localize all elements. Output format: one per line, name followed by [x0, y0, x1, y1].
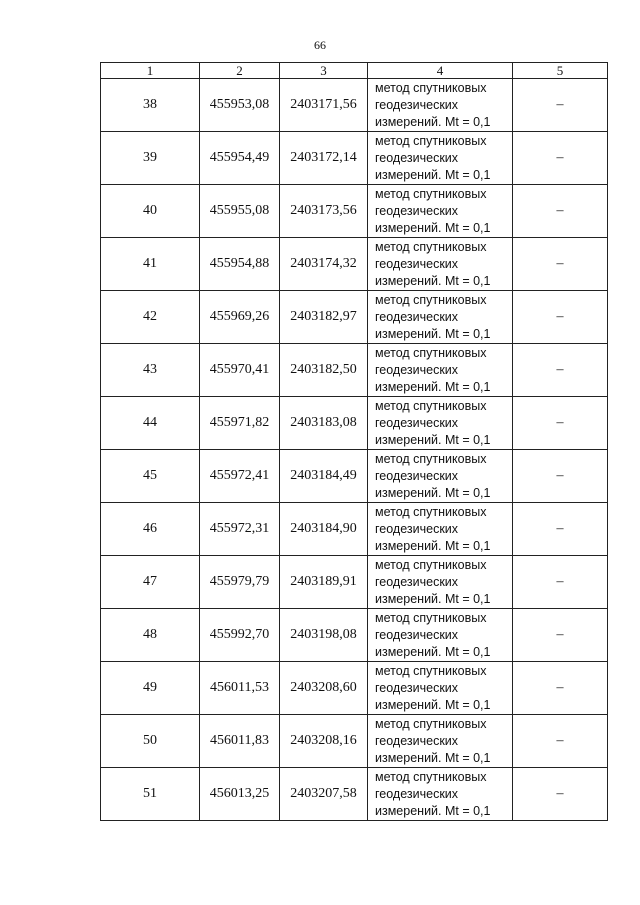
method-line: метод спутниковых — [375, 186, 487, 201]
method-line: метод спутниковых — [375, 80, 487, 95]
note-cell: – — [513, 132, 608, 185]
table-row — [101, 238, 608, 291]
method-cell — [368, 503, 513, 556]
point-number-cell: 38 — [101, 79, 200, 132]
point-number-cell: 50 — [101, 715, 200, 768]
column-header: 2 — [200, 63, 280, 79]
table-row — [101, 344, 608, 397]
note-cell: – — [513, 450, 608, 503]
method-line: измерений. Mt = 0,1 — [375, 379, 491, 394]
x-coordinate-cell: 455970,41 — [200, 344, 280, 397]
note-cell: – — [513, 768, 608, 821]
x-coordinate-cell: 455953,08 — [200, 79, 280, 132]
note-cell: – — [513, 238, 608, 291]
y-coordinate-cell: 2403198,08 — [280, 609, 368, 662]
method-line: измерений. Mt = 0,1 — [375, 432, 491, 447]
y-coordinate-cell: 2403184,90 — [280, 503, 368, 556]
x-coordinate-cell: 455972,31 — [200, 503, 280, 556]
method-line: геодезических — [375, 256, 459, 271]
method-line: измерений. Mt = 0,1 — [375, 326, 491, 341]
page-number: 66 — [314, 38, 326, 52]
method-line: геодезических — [375, 574, 459, 589]
table-row — [101, 715, 608, 768]
method-line: измерений. Mt = 0,1 — [375, 485, 491, 500]
point-number-cell: 39 — [101, 132, 200, 185]
y-coordinate-cell: 2403183,08 — [280, 397, 368, 450]
table-row — [101, 609, 608, 662]
column-header: 4 — [368, 63, 513, 79]
method-line: измерений. Mt = 0,1 — [375, 538, 491, 553]
method-line: геодезических — [375, 97, 459, 112]
method-line: метод спутниковых — [375, 769, 487, 784]
x-coordinate-cell: 455954,88 — [200, 238, 280, 291]
point-number-cell: 41 — [101, 238, 200, 291]
method-line: измерений. Mt = 0,1 — [375, 167, 491, 182]
method-line: измерений. Mt = 0,1 — [375, 803, 491, 818]
method-line: измерений. Mt = 0,1 — [375, 220, 491, 235]
method-line: метод спутниковых — [375, 398, 487, 413]
note-cell: – — [513, 344, 608, 397]
point-number-cell: 42 — [101, 291, 200, 344]
point-number-cell: 43 — [101, 344, 200, 397]
table-row — [101, 768, 608, 821]
table-row — [101, 397, 608, 450]
x-coordinate-cell: 456013,25 — [200, 768, 280, 821]
note-cell: – — [513, 556, 608, 609]
table-row — [101, 503, 608, 556]
y-coordinate-cell: 2403172,14 — [280, 132, 368, 185]
method-cell — [368, 556, 513, 609]
method-line: метод спутниковых — [375, 610, 487, 625]
point-number-cell: 47 — [101, 556, 200, 609]
method-cell — [368, 238, 513, 291]
x-coordinate-cell: 455954,49 — [200, 132, 280, 185]
x-coordinate-cell: 455955,08 — [200, 185, 280, 238]
method-cell — [368, 132, 513, 185]
table-header-row — [101, 63, 608, 79]
point-number-cell: 40 — [101, 185, 200, 238]
point-number-cell: 44 — [101, 397, 200, 450]
y-coordinate-cell: 2403173,56 — [280, 185, 368, 238]
method-line: геодезических — [375, 521, 459, 536]
method-cell — [368, 79, 513, 132]
y-coordinate-cell: 2403184,49 — [280, 450, 368, 503]
method-cell — [368, 609, 513, 662]
x-coordinate-cell: 455969,26 — [200, 291, 280, 344]
method-line: геодезических — [375, 203, 459, 218]
note-cell: – — [513, 397, 608, 450]
method-line: измерений. Mt = 0,1 — [375, 750, 491, 765]
table-row — [101, 291, 608, 344]
note-cell: – — [513, 291, 608, 344]
method-line: измерений. Mt = 0,1 — [375, 591, 491, 606]
method-line: геодезических — [375, 680, 459, 695]
coordinates-table — [100, 62, 608, 821]
method-cell — [368, 291, 513, 344]
method-line: метод спутниковых — [375, 239, 487, 254]
method-line: метод спутниковых — [375, 345, 487, 360]
method-line: геодезических — [375, 150, 459, 165]
point-number-cell: 46 — [101, 503, 200, 556]
y-coordinate-cell: 2403189,91 — [280, 556, 368, 609]
x-coordinate-cell: 455971,82 — [200, 397, 280, 450]
method-cell — [368, 344, 513, 397]
method-line: измерений. Mt = 0,1 — [375, 697, 491, 712]
method-line: метод спутниковых — [375, 663, 487, 678]
table-row — [101, 79, 608, 132]
method-line: геодезических — [375, 309, 459, 324]
method-line: геодезических — [375, 415, 459, 430]
method-line: метод спутниковых — [375, 133, 487, 148]
method-line: измерений. Mt = 0,1 — [375, 114, 491, 129]
point-number-cell: 45 — [101, 450, 200, 503]
y-coordinate-cell: 2403171,56 — [280, 79, 368, 132]
table-row — [101, 662, 608, 715]
method-cell — [368, 185, 513, 238]
note-cell: – — [513, 503, 608, 556]
x-coordinate-cell: 455972,41 — [200, 450, 280, 503]
method-line: геодезических — [375, 468, 459, 483]
column-header: 1 — [101, 63, 200, 79]
table-row — [101, 450, 608, 503]
note-cell: – — [513, 185, 608, 238]
column-header: 5 — [513, 63, 608, 79]
method-cell — [368, 715, 513, 768]
method-cell — [368, 662, 513, 715]
method-line: метод спутниковых — [375, 292, 487, 307]
y-coordinate-cell: 2403182,97 — [280, 291, 368, 344]
x-coordinate-cell: 456011,53 — [200, 662, 280, 715]
point-number-cell: 48 — [101, 609, 200, 662]
x-coordinate-cell: 455992,70 — [200, 609, 280, 662]
method-line: геодезических — [375, 627, 459, 642]
note-cell: – — [513, 715, 608, 768]
method-line: метод спутниковых — [375, 504, 487, 519]
note-cell: – — [513, 79, 608, 132]
x-coordinate-cell: 456011,83 — [200, 715, 280, 768]
method-line: измерений. Mt = 0,1 — [375, 644, 491, 659]
table-row — [101, 185, 608, 238]
y-coordinate-cell: 2403207,58 — [280, 768, 368, 821]
method-cell — [368, 768, 513, 821]
method-line: геодезических — [375, 362, 459, 377]
method-line: геодезических — [375, 786, 459, 801]
x-coordinate-cell: 455979,79 — [200, 556, 280, 609]
column-header: 3 — [280, 63, 368, 79]
method-line: метод спутниковых — [375, 451, 487, 466]
method-cell — [368, 450, 513, 503]
y-coordinate-cell: 2403208,60 — [280, 662, 368, 715]
method-cell — [368, 397, 513, 450]
method-line: геодезических — [375, 733, 459, 748]
method-line: метод спутниковых — [375, 716, 487, 731]
method-line: метод спутниковых — [375, 557, 487, 572]
note-cell: – — [513, 609, 608, 662]
method-line: измерений. Mt = 0,1 — [375, 273, 491, 288]
note-cell: – — [513, 662, 608, 715]
y-coordinate-cell: 2403208,16 — [280, 715, 368, 768]
point-number-cell: 49 — [101, 662, 200, 715]
y-coordinate-cell: 2403174,32 — [280, 238, 368, 291]
table-row — [101, 556, 608, 609]
y-coordinate-cell: 2403182,50 — [280, 344, 368, 397]
table-row — [101, 132, 608, 185]
point-number-cell: 51 — [101, 768, 200, 821]
